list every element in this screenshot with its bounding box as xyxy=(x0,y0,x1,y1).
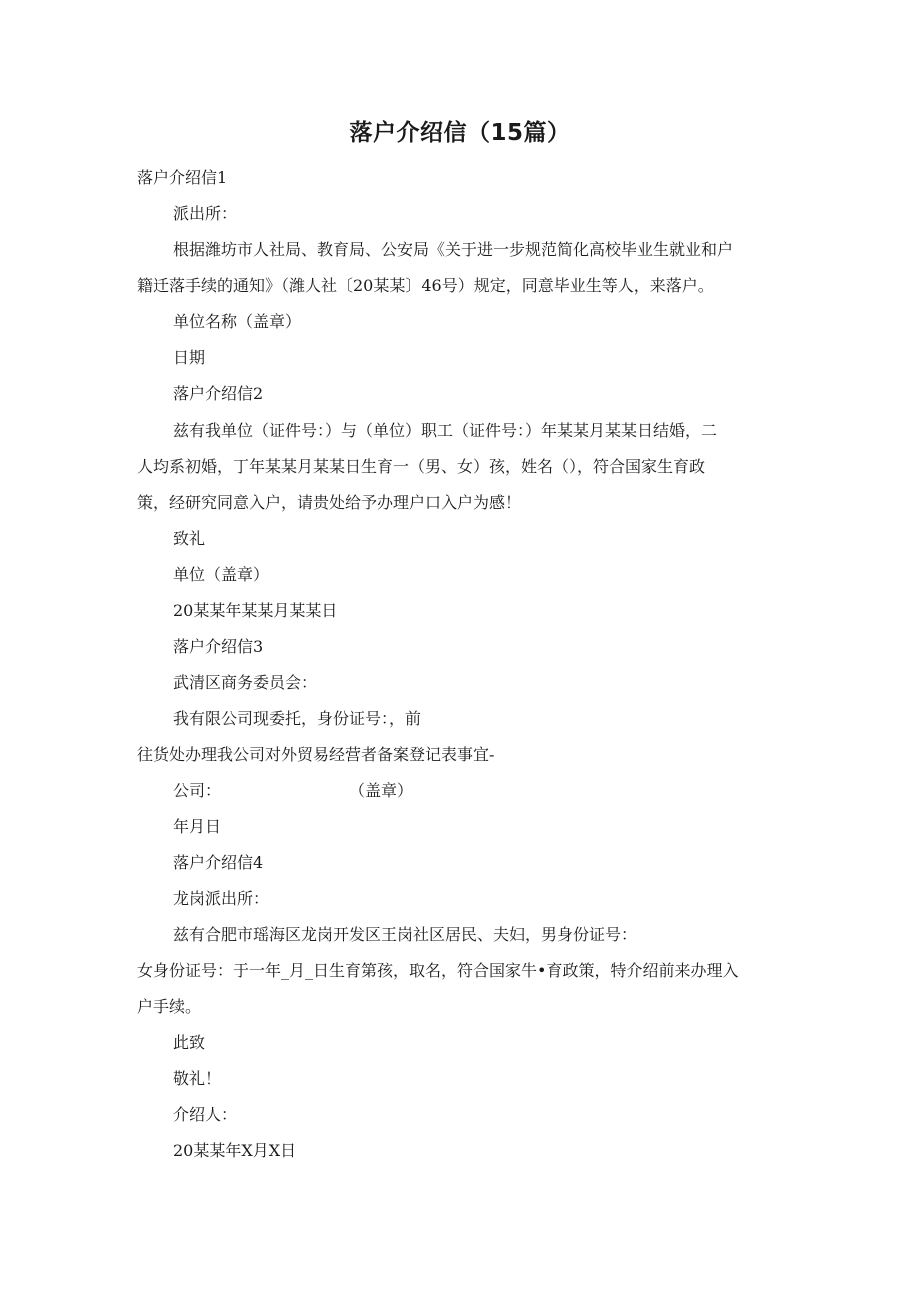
letter4-body-line1: 兹有合肥市瑶海区龙岗开发区王岗社区居民、夫妇，男身份证号： xyxy=(173,925,638,944)
letter3-company-label: 公司： xyxy=(173,781,222,800)
letter4-date: 20某某年X月X日 xyxy=(173,1141,297,1160)
letter4-heading: 落户介绍信4 xyxy=(173,853,264,872)
letter2-body-line2: 人均系初婚，丁年某某月某某日生育一（男、女）孩，姓名（），符合国家生育政 xyxy=(137,457,706,476)
letter2-salute: 致礼 xyxy=(173,529,206,548)
letter2-unit: 单位（盖章） xyxy=(173,565,270,584)
letter4-closing2: 敬礼！ xyxy=(173,1069,222,1088)
letter4-body-line3: 户手续。 xyxy=(137,997,202,1016)
letter4-body-line2: 女身份证号：于一年_月_日生育第孩，取名，符合国家牛•育政策，特介绍前来办理入 xyxy=(137,961,739,980)
letter4-closing1: 此致 xyxy=(173,1033,206,1052)
letter2-body-line3: 策，经研究同意入户，请贵处给予办理户口入户为感！ xyxy=(137,493,522,512)
letter4-recipient: 龙岗派出所： xyxy=(173,889,270,908)
letter1-date: 日期 xyxy=(173,348,206,367)
letter2-heading: 落户介绍信2 xyxy=(173,384,264,403)
letter1-heading: 落户介绍信1 xyxy=(137,168,228,187)
letter1-unit: 单位名称（盖章） xyxy=(173,312,302,331)
letter3-company-stamp: （盖章） xyxy=(349,781,414,800)
page-title: 落户介绍信（15篇） xyxy=(349,120,571,146)
letter1-body-line2: 籍迁落手续的通知》（潍人社〔20某某〕46号）规定，同意毕业生等人，来落户。 xyxy=(137,276,714,295)
letter2-date: 20某某年某某月某某日 xyxy=(173,601,338,620)
letter3-company-line xyxy=(173,781,413,801)
letter3-body-line1: 我有限公司现委托，身份证号：，前 xyxy=(173,709,422,728)
letter1-recipient: 派出所： xyxy=(173,204,238,223)
letter3-heading: 落户介绍信3 xyxy=(173,637,264,656)
letter3-date: 年月日 xyxy=(173,817,222,836)
letter1-body-line1: 根据潍坊市人社局、教育局、公安局《关于进一步规范简化高校毕业生就业和户 xyxy=(173,240,734,259)
letter2-body-line1: 兹有我单位（证件号：）与（单位）职工（证件号：）年某某月某某日结婚，二 xyxy=(173,421,718,440)
letter4-introducer: 介绍人： xyxy=(173,1105,238,1124)
letter3-recipient: 武清区商务委员会： xyxy=(173,673,318,692)
letter3-body-line2: 往货处办理我公司对外贸易经营者备案登记表事宜- xyxy=(137,745,495,764)
